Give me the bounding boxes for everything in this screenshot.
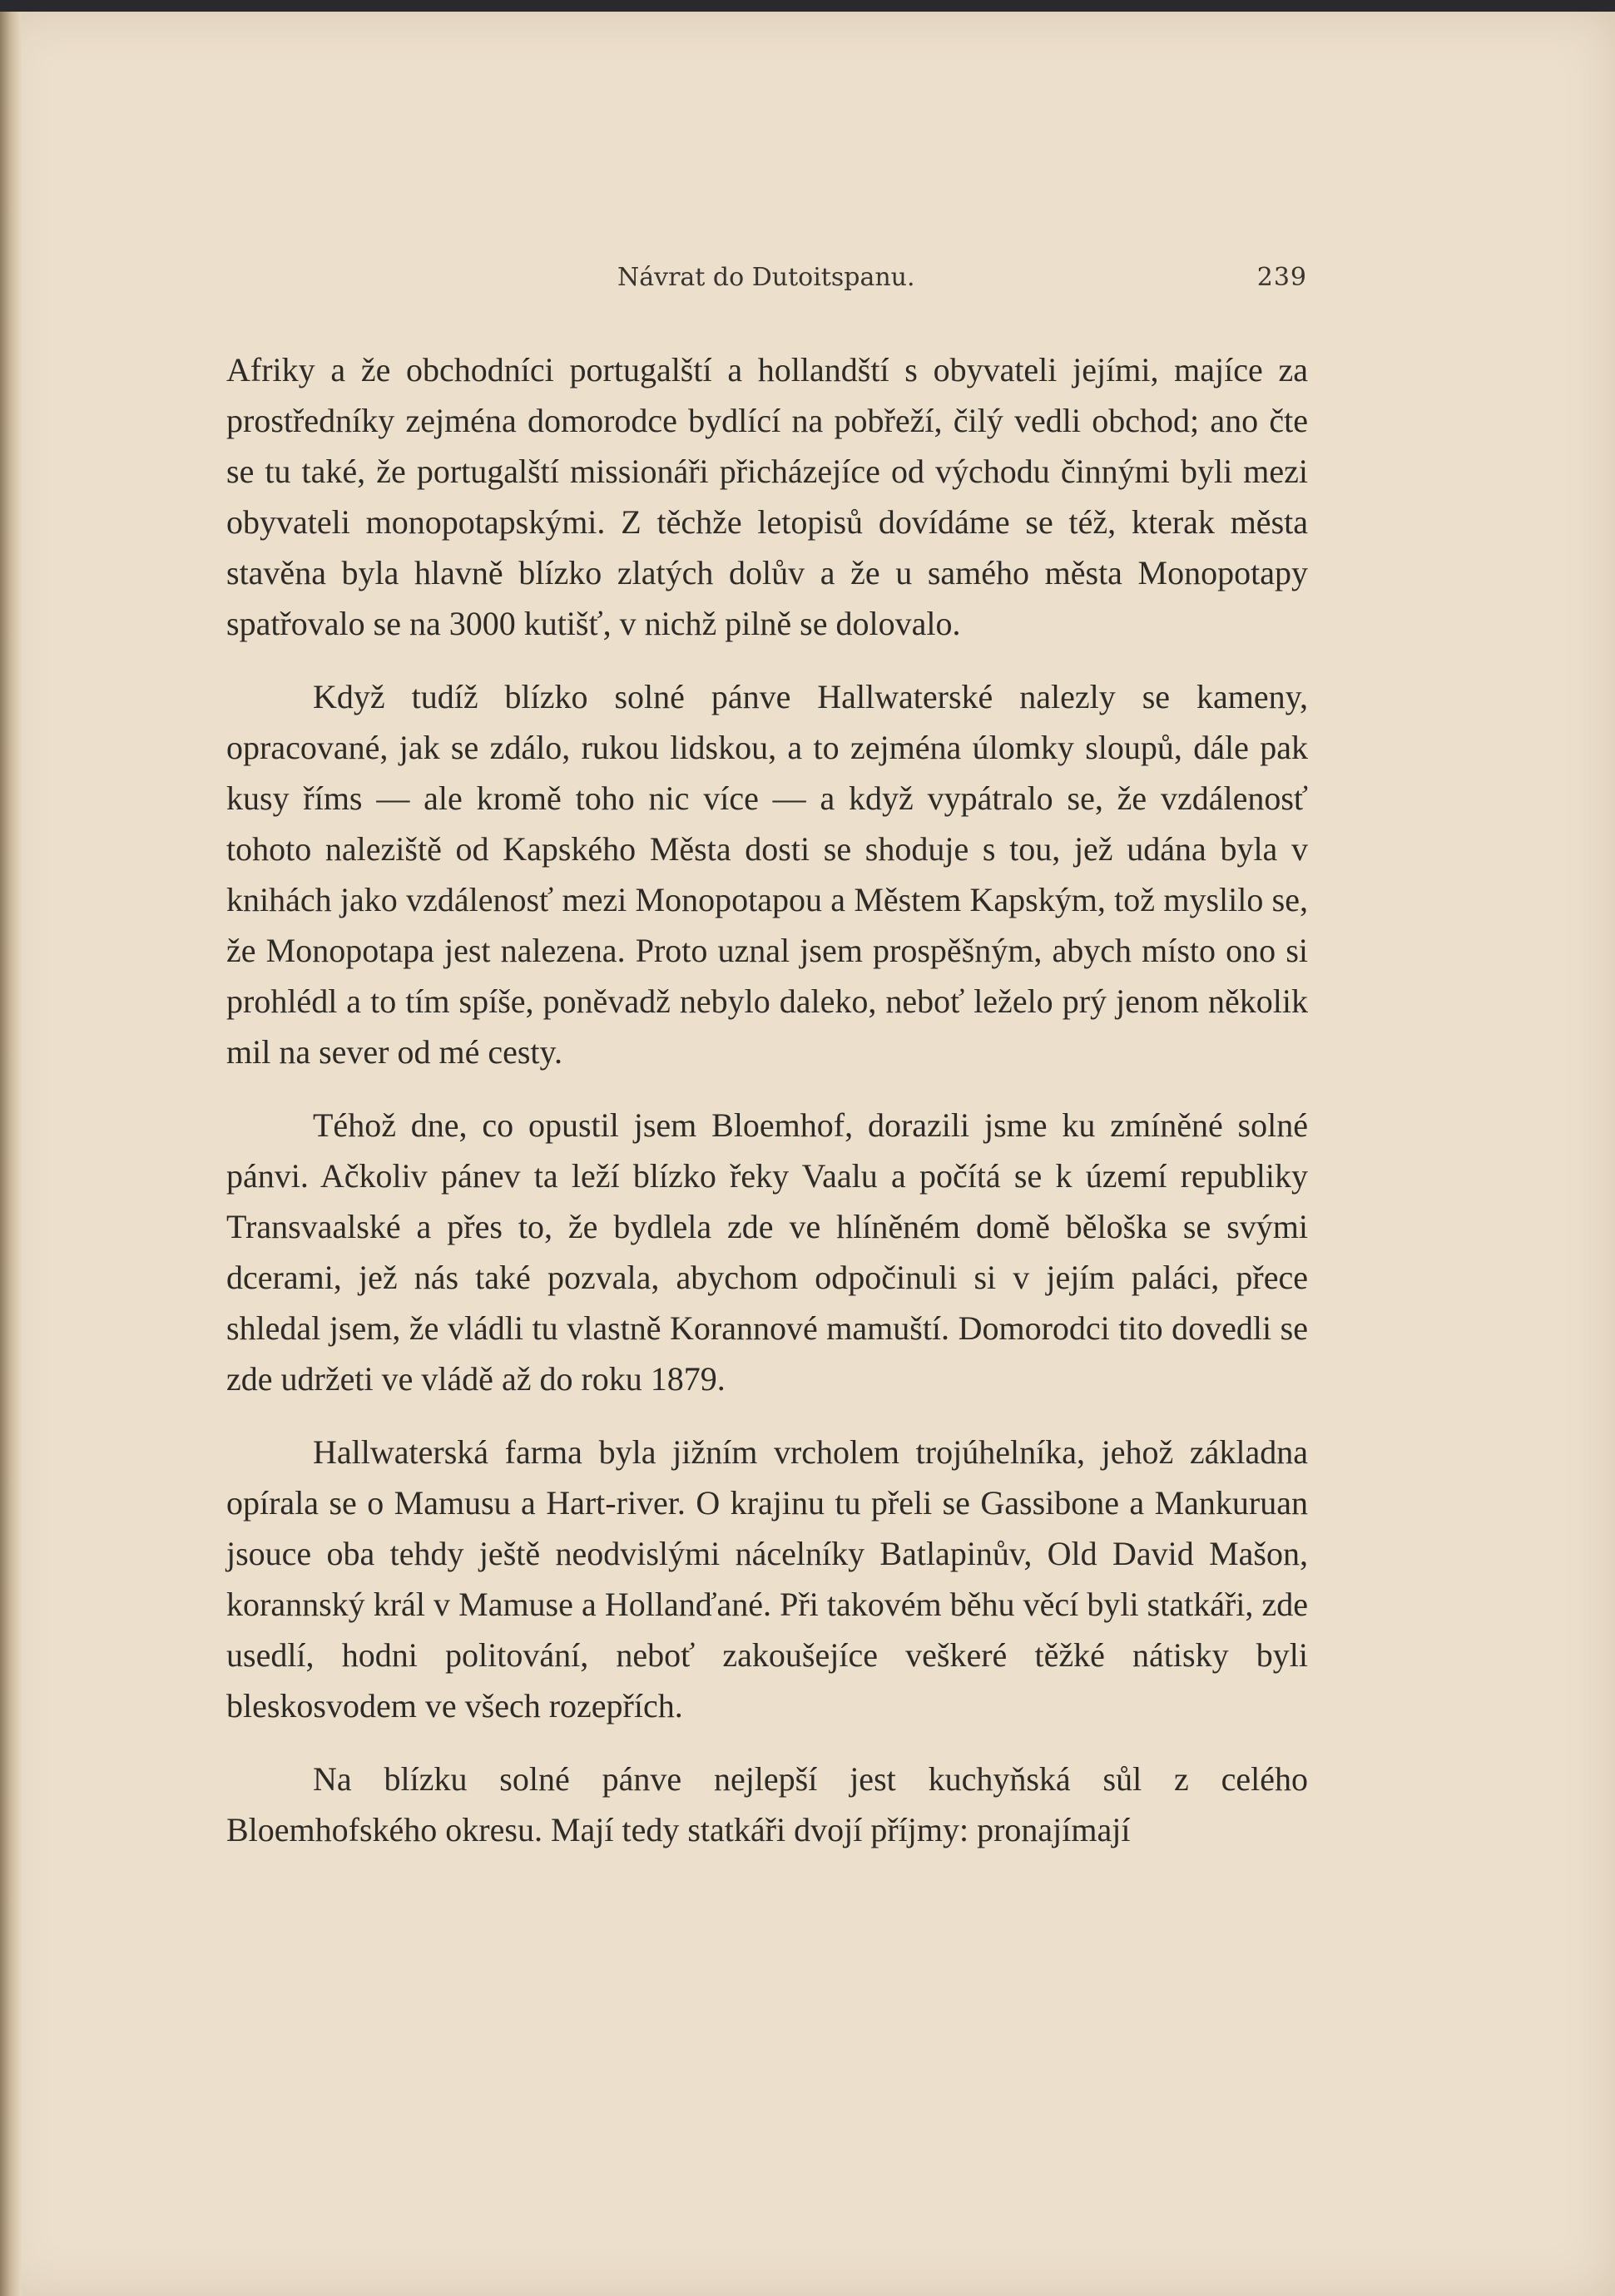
- page-header: [226, 263, 1307, 296]
- paragraph-1: Afriky a že obchodníci portugalští a hollandští s obyvateli jejími, majíce za prostředníky zejména domorodce bydlící na pobřeží, čilý vedli obchod; ano čte se tu také, že portugalští missionáři přicházejíce od východu činnými byli mezi obyvateli monopotapskými. Z těchže letopisů dovídáme se též, kterak města stavěna byla hlavně blízko zlatých dolův a že u samého města Monopotapy spatřovalo se na 3000 kutišť, v nichž pilně se dolovalo.: [226, 351, 1308, 642]
- paragraph-5: Na blízku solné pánve nejlepší jest kuchyňská sůl z celého Bloemhofského okresu. Mají tedy statkáři dvojí příjmy: pronajímají: [226, 1760, 1308, 1848]
- body-text: [226, 344, 1308, 1878]
- paragraph-4: Hallwaterská farma byla jižním vrcholem trojúhelníka, jehož základna opírala se o Mamusu a Hart-river. O krajinu tu přeli se Gassibone a Mankuruan jsouce oba tehdy ještě neodvislými nácelníky Batlapinův, Old David Mašon, korannský král v Mamuse a Hollanďané. Při takovém běhu věcí byli statkáři, zde usedlí, hodni politování, neboť zakoušejíce veškeré těžké nátisky byli bleskosvodem ve všech rozepřích.: [226, 1433, 1308, 1724]
- paragraph-3: Téhož dne, co opustil jsem Bloemhof, dorazili jsme ku zmíněné solné pánvi. Ačkoliv pánev ta leží blízko řeky Vaalu a počítá se k území republiky Transvaalské a přes to, že bydlela zde ve hlíněném domě běloška se svými dcerami, jež nás také pozvala, abychom odpočinuli si v jejím paláci, přece shledal jsem, že vládli tu vlastně Korannové mamuští. Domorodci tito dovedli se zde udržeti ve vládě až do roku 1879.: [226, 1106, 1308, 1398]
- book-page: [0, 12, 1615, 2296]
- page-number: 239: [1256, 263, 1307, 292]
- running-title: Návrat do Dutoitspanu.: [617, 263, 915, 292]
- paragraph-2: Když tudíž blízko solné pánve Hallwaterské nalezly se kameny, opracované, jak se zdálo, rukou lidskou, a to zejména úlomky sloupů, dále pak kusy říms — ale kromě toho nic více — a když vypátralo se, že vzdálenosť tohoto naleziště od Kapského Města dosti se shoduje s tou, jež udána byla v knihách jako vzdálenosť mezi Monopotapou a Městem Kapským, tož myslilo se, že Monopotapa jest nalezena. Proto uznal jsem prospěšným, abych místo ono si prohlédl a to tím spíše, poněvadž nebylo daleko, neboť leželo prý jenom několik mil na sever od mé cesty.: [226, 678, 1308, 1071]
